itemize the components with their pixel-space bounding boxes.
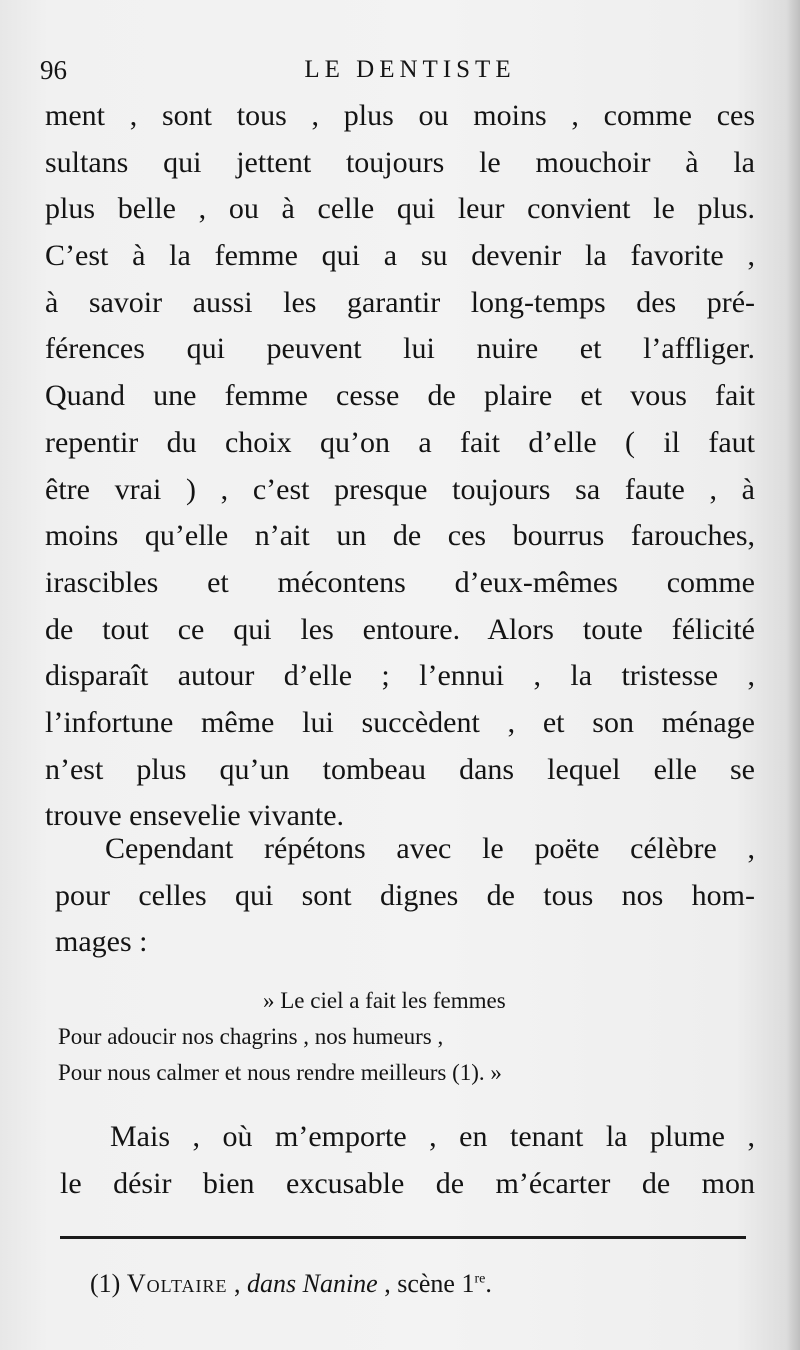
text-line: ment , sont tous , plus ou moins , comme ces bbox=[45, 99, 755, 132]
text-line: disparaît autour d’elle ; l’ennui , la tristesse , bbox=[45, 659, 755, 693]
verse-line: » Le ciel a fait les femmes bbox=[263, 988, 506, 1013]
footnote-separator: , bbox=[377, 1269, 398, 1298]
text-line: Mais , où m’emporte , en tenant la plume , bbox=[110, 1120, 755, 1153]
text-line: de tout ce qui les entoure. Alors toute félicité bbox=[45, 612, 755, 646]
text-line: mages : bbox=[55, 925, 148, 959]
text-line: irascibles et mécontens d’eux-mêmes comme bbox=[45, 565, 755, 599]
text-line: férences qui peuvent lui nuire et l’affliger. bbox=[45, 332, 755, 366]
footnote-work: dans Nanine bbox=[247, 1269, 378, 1298]
page-number: 96 bbox=[40, 55, 67, 85]
running-head bbox=[40, 50, 760, 90]
text-line: moins qu’elle n’ait un de ces bourrus farouches, bbox=[45, 519, 755, 553]
footnote-author: Voltaire bbox=[126, 1269, 228, 1298]
paragraph-closing bbox=[60, 1114, 755, 1207]
verse-line: Pour nous calmer et nous rendre meilleurs (1). » bbox=[58, 1060, 502, 1085]
text-line: être vrai ) , c’est presque toujours sa faute , à bbox=[45, 472, 755, 506]
page-edge-shadow bbox=[786, 0, 800, 1350]
footnote-divider bbox=[60, 1236, 746, 1239]
text-line: l’infortune même lui succèdent , et son ménage bbox=[45, 705, 755, 739]
text-line: repentir du choix qu’on a fait d’elle ( il faut bbox=[45, 425, 755, 459]
text-line: trouve ensevelie vivante. bbox=[45, 799, 345, 833]
verse-quotation bbox=[58, 983, 698, 1091]
footnote-scene: scène 1 bbox=[397, 1269, 475, 1298]
footnote-separator: , bbox=[227, 1269, 247, 1298]
text-line: Quand une femme cesse de plaire et vous fait bbox=[45, 379, 755, 413]
text-line: à savoir aussi les garantir long-temps des pré- bbox=[45, 285, 755, 319]
text-line: n’est plus qu’un tombeau dans lequel elle se bbox=[45, 752, 755, 786]
text-line: le désir bien excusable de m’écarter de mon bbox=[60, 1166, 755, 1200]
footnote-marker: (1) bbox=[90, 1269, 121, 1298]
text-line: Cependant répétons avec le poëte célèbre , bbox=[105, 832, 755, 865]
text-line: pour celles qui sont dignes de tous nos hom- bbox=[55, 878, 755, 912]
running-title: LE DENTISTE bbox=[304, 56, 516, 83]
paragraph-main bbox=[45, 93, 755, 840]
footnote-period: . bbox=[485, 1269, 492, 1298]
footnote bbox=[90, 1264, 690, 1304]
paragraph-quote-intro bbox=[55, 826, 755, 966]
text-line: plus belle , ou à celle qui leur convient le plus. bbox=[45, 192, 755, 226]
footnote-scene-superscript: re bbox=[474, 1271, 486, 1287]
verse-line: Pour adoucir nos chagrins , nos humeurs , bbox=[58, 1024, 444, 1049]
text-line: C’est à la femme qui a su devenir la favorite , bbox=[45, 239, 755, 273]
text-line: sultans qui jettent toujours le mouchoir à la bbox=[45, 145, 755, 179]
